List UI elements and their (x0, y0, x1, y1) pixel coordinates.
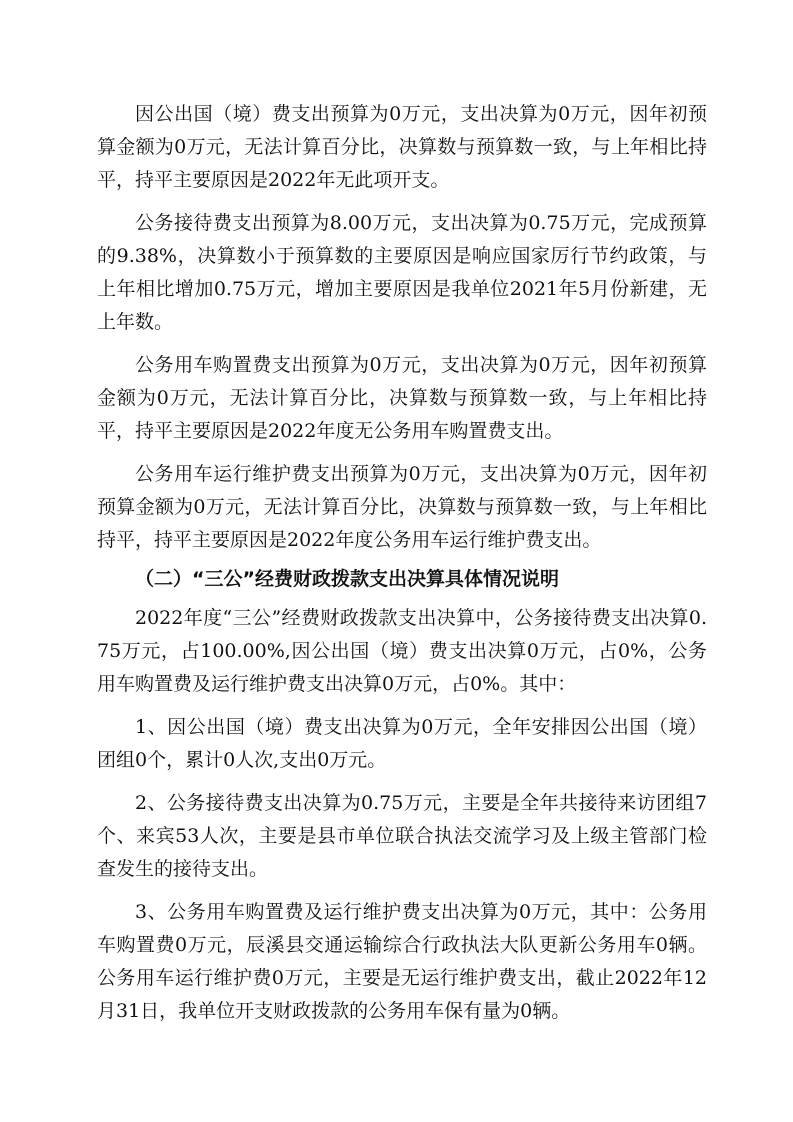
section-heading: （二）“三公”经费财政拨款支出决算具体情况说明 (135, 568, 559, 590)
paragraph-vehicle-maintenance: 公务用车运行维护费支出预算为0万元，支出决算为0万元，因年初预算金额为0万元，无法计算百分比，决算数与预算数一致，与上年相比持平，持平主要原因是2022年度公务用车运行维护费支出。 (97, 463, 707, 551)
list-item-overseas: 1、因公出国（境）费支出决算为0万元，全年安排因公出国（境）团组0个，累计0人次,支出0万元。 (97, 716, 707, 771)
paragraph-official-reception: 公务接待费支出预算为8.00万元，支出决算为0.75万元，完成预算的9.38%，决算数小于预算数的主要原因是响应国家厉行节约政策，与上年相比增加0.75万元，增加主要原因是我单位2021年5月份新建，无上年数。 (97, 212, 707, 333)
paragraph-summary: 2022年度“三公”经费财政拨款支出决算中，公务接待费支出决算0.75万元，占100.00%,因公出国（境）费支出决算0万元，占0%，公务用车购置费及运行维护费支出决算0万元，占0%。其中： (97, 607, 707, 695)
list-item-vehicles: 3、公务用车购置费及运行维护费支出决算为0万元，其中：公务用车购置费0万元，辰溪县交通运输综合行政执法大队更新公务用车0辆。公务用车运行维护费0万元，主要是无运行维护费支出，截止2022年12月31日，我单位开支财政拨款的公务用车保有量为0辆。 (97, 901, 707, 1022)
list-item-reception: 2、公务接待费支出决算为0.75万元，主要是全年共接待来访团组7个、来宾53人次，主要是县市单位联合执法交流学习及上级主管部门检查发生的接待支出。 (97, 792, 707, 880)
paragraph-overseas-travel: 因公出国（境）费支出预算为0万元，支出决算为0万元，因年初预算金额为0万元，无法计算百分比，决算数与预算数一致，与上年相比持平，持平主要原因是2022年无此项开支。 (97, 103, 707, 191)
document-body (97, 98, 707, 1028)
paragraph-vehicle-purchase: 公务用车购置费支出预算为0万元，支出决算为0万元，因年初预算金额为0万元，无法计算百分比，决算数与预算数一致，与上年相比持平，持平主要原因是2022年度无公务用车购置费支出。 (97, 354, 707, 442)
